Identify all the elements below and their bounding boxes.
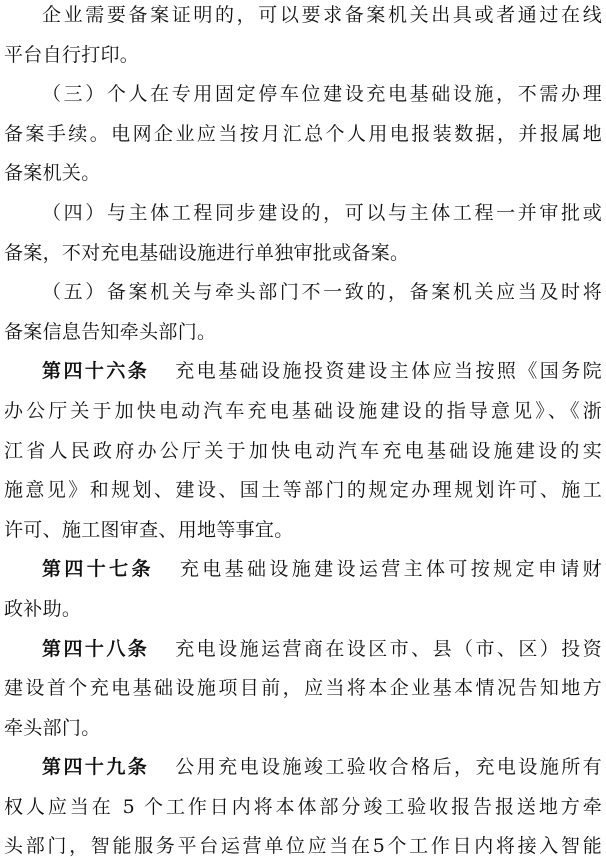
text-line: 备案手续。电网企业应当按月汇总个人用电报装数据，并报属地 <box>4 122 602 145</box>
paragraph-item-3 <box>0 75 606 194</box>
article-49 <box>0 748 606 857</box>
text-line: 许可、施工图审查、用地等事宜。 <box>4 518 294 541</box>
text-line: （五）备案机关与牵头部门不一致的，备案机关应当及时将 <box>42 281 602 304</box>
text-line: 备案机关。 <box>4 162 101 185</box>
article-title: 第四十八条 <box>42 637 150 660</box>
text-line: 权人应当在 5 个工作日内将本体部分竣工验收报告报送地方牵 <box>4 795 602 818</box>
article-text: 充电基础设施投资建设主体应当按照《国务院 <box>175 360 602 383</box>
text-line <box>4 550 602 590</box>
text-line: 备案信息告知牵头部门。 <box>4 320 217 343</box>
text-line <box>4 630 602 670</box>
text-line: 牵头部门。 <box>4 716 101 739</box>
text-line: （三）个人在专用固定停车位建设充电基础设施，不需办理 <box>42 83 602 106</box>
article-47 <box>0 550 606 629</box>
text-line: 政补助。 <box>4 597 82 620</box>
text-line: （四）与主体工程同步建设的，可以与主体工程一并审批或 <box>42 201 602 224</box>
article-text: 公用充电设施竣工验收合格后，充电设施所有 <box>175 756 602 779</box>
article-title: 第四十九条 <box>42 756 150 779</box>
paragraph-item-4 <box>0 194 606 273</box>
text-line <box>4 352 602 392</box>
paragraph-item-5 <box>0 273 606 352</box>
article-text: 充电设施运营商在设区市、县（市、区）投资 <box>175 637 602 660</box>
text-line: 施意见》和规划、建设、国土等部门的规定办理规划许可、施工 <box>4 479 602 502</box>
text-line: 建设首个充电基础设施项目前，应当将本企业基本情况告知地方 <box>4 677 602 700</box>
text-line: 头部门，智能服务平台运营单位应当在5个工作日内将接入智能 <box>4 835 602 857</box>
text-line: 江省人民政府办公厅关于加快电动汽车充电基础设施建设的实 <box>4 439 602 462</box>
article-title: 第四十六条 <box>42 360 150 383</box>
article-46 <box>0 352 606 550</box>
text-line: 备案，不对充电基础设施进行单独审批或备案。 <box>4 241 410 264</box>
article-48 <box>0 630 606 749</box>
text-line <box>4 748 602 788</box>
article-text: 充电基础设施建设运营主体可按规定申请财 <box>179 558 602 581</box>
paragraph-registration-proof <box>0 0 606 75</box>
text-line: 平台自行打印。 <box>4 43 140 66</box>
article-title: 第四十七条 <box>42 558 154 581</box>
text-line: 办公厅关于加快电动汽车充电基础设施建设的指导意见》、《浙 <box>4 399 602 422</box>
text-line: 企业需要备案证明的，可以要求备案机关出具或者通过在线 <box>42 4 602 26</box>
